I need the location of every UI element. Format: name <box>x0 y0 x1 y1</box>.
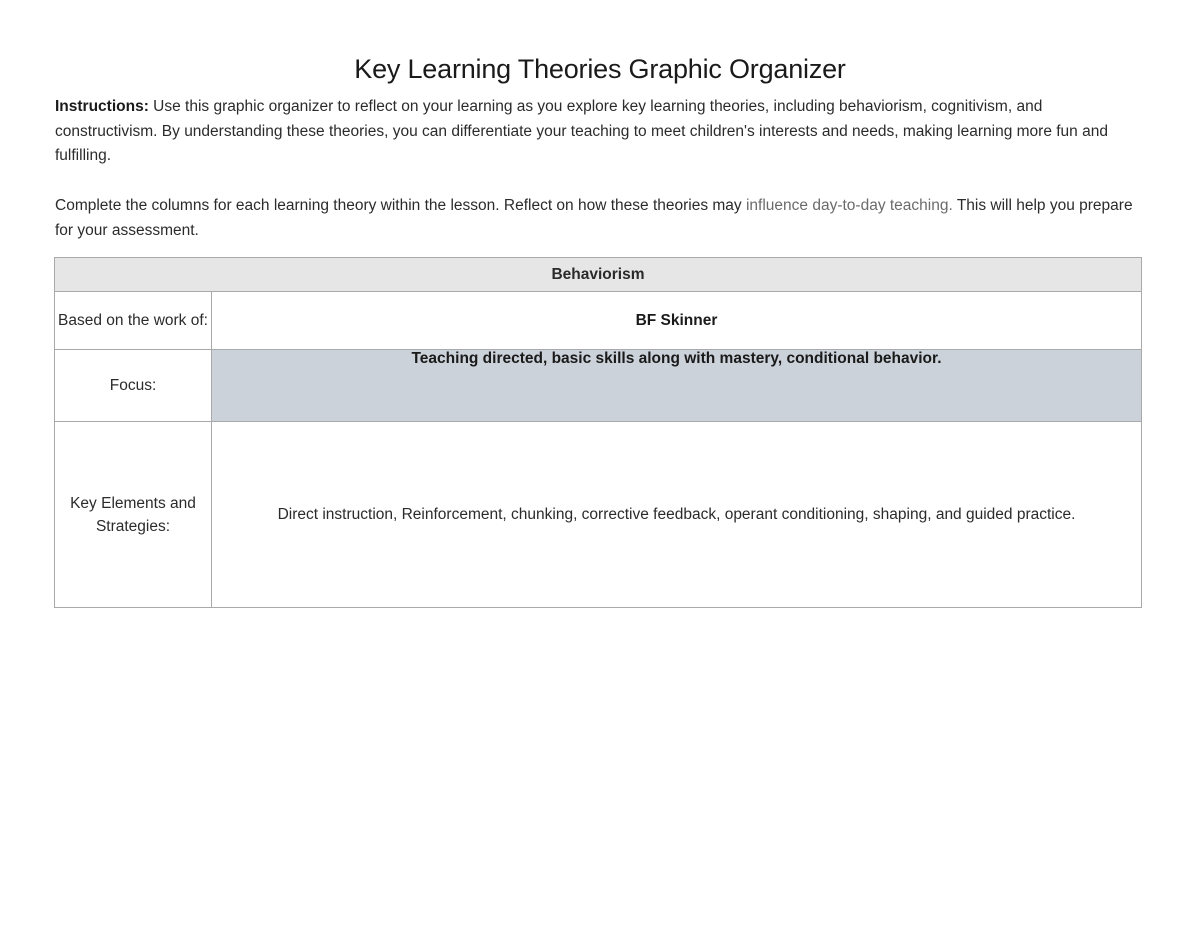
row-label-based-on: Based on the work of: <box>55 292 212 350</box>
row-value-key-elements[interactable]: Direct instruction, Reinforcement, chunking, corrective feedback, operant conditioning, shaping, and guided practice. <box>212 422 1142 608</box>
page-title: Key Learning Theories Graphic Organizer <box>354 54 846 84</box>
row-value-focus[interactable]: Teaching directed, basic skills along with mastery, conditional behavior. <box>212 350 1142 422</box>
completion-text-end: This will help you prepare for your assessment. <box>55 197 1133 239</box>
table-row <box>55 292 1142 350</box>
row-label-key-elements: Key Elements and Strategies: <box>55 422 212 608</box>
completion-text: Complete the columns for each learning theory within the lesson. Reflect on how these theories may <box>55 197 746 214</box>
theory-header: Behaviorism <box>55 258 1142 292</box>
row-label-focus: Focus: <box>55 350 212 422</box>
instructions-paragraph <box>55 95 1145 169</box>
theory-table <box>54 257 1142 608</box>
table-row <box>55 422 1142 608</box>
row-value-based-on[interactable]: BF Skinner <box>212 292 1142 350</box>
completion-paragraph <box>55 194 1145 243</box>
table-row <box>55 350 1142 422</box>
theory-header-row <box>55 258 1142 292</box>
instructions-label: Instructions: <box>55 98 149 115</box>
instructions-text: Use this graphic organizer to reflect on your learning as you explore key learning theories, including behaviorism, cognitivism, and constructivism. By understanding these theories, you can differentiate your teaching to meet children's interests and needs, making learning more fun and fulfilling. <box>55 98 1108 164</box>
completion-muted-text: influence day-to-day teaching. <box>745 197 953 214</box>
